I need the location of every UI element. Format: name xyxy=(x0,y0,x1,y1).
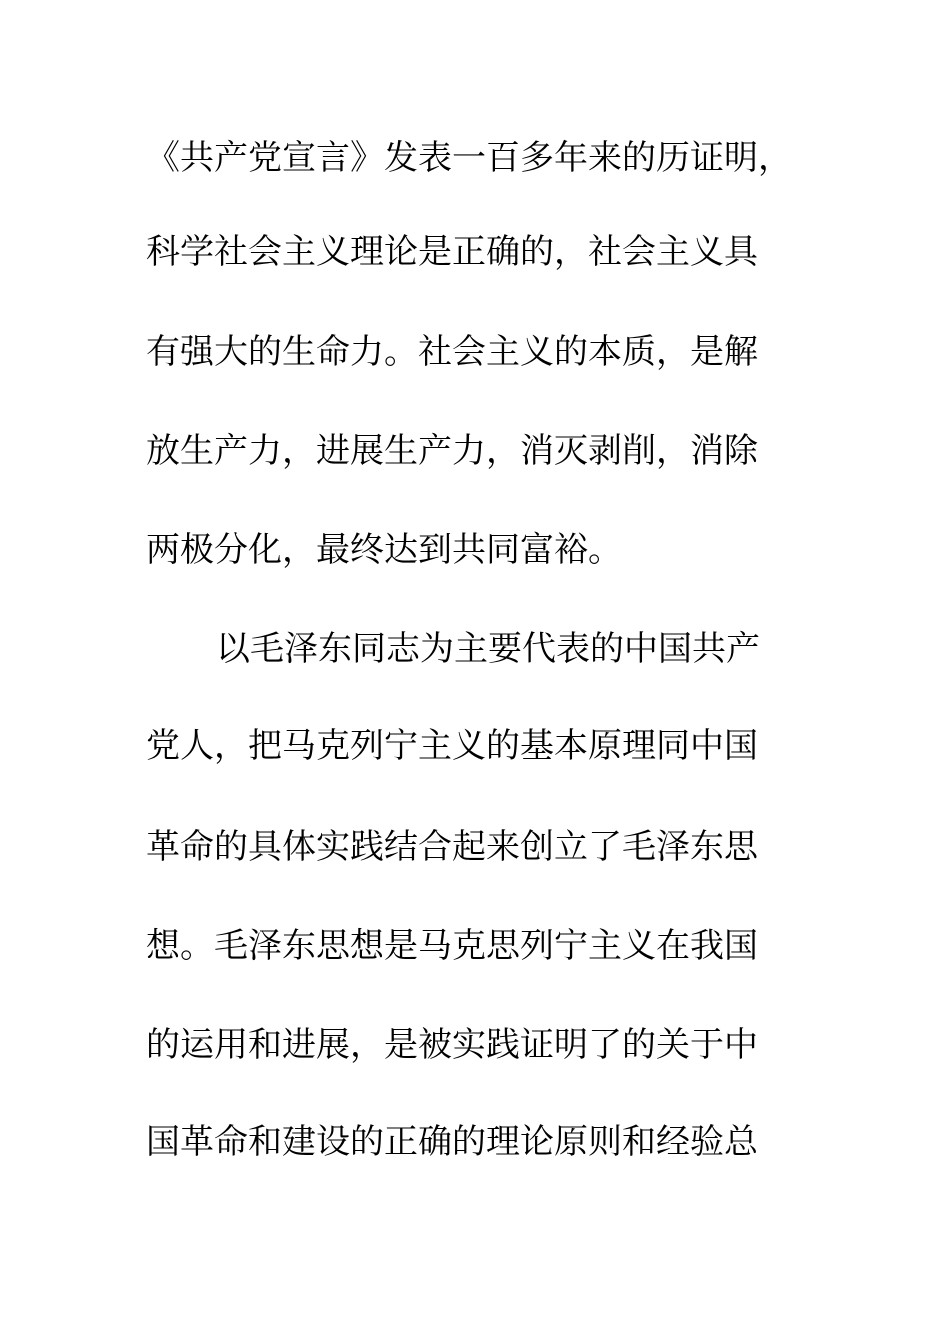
text-line: 党人，把马克列宁主义的基本原理同中国 xyxy=(146,726,758,766)
text-line: 的运用和进展，是被实践证明了的关于中 xyxy=(146,1025,758,1065)
text-line: 《共产党宣言》发表一百多年来的历证明， xyxy=(146,138,792,178)
text-line: 放生产力，进展生产力，消灭剥削，消除 xyxy=(146,431,758,471)
text-line: 想。毛泽东思想是马克思列宁主义在我国 xyxy=(146,926,758,966)
text-line: 有强大的生命力。社会主义的本质，是解 xyxy=(146,332,758,372)
paragraph-start-line: 以毛泽东同志为主要代表的中国共产 xyxy=(216,629,760,669)
text-line: 两极分化，最终达到共同富裕。 xyxy=(146,530,622,570)
text-line: 科学社会主义理论是正确的，社会主义具 xyxy=(146,232,758,272)
text-line: 国革命和建设的正确的理论原则和经验总 xyxy=(146,1122,758,1162)
text-line: 革命的具体实践结合起来创立了毛泽东思 xyxy=(146,827,758,867)
